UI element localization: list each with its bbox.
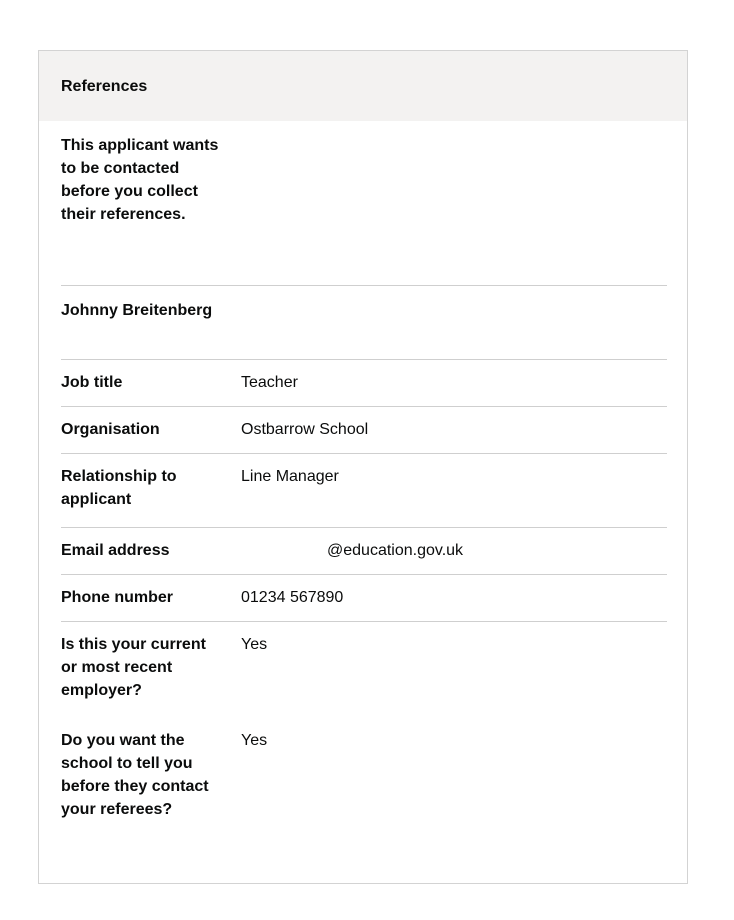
- phone-key: Phone number: [61, 589, 174, 606]
- email-key: Email address: [61, 542, 170, 559]
- job-title-key: Job title: [61, 374, 123, 391]
- organisation-value: Ostbarrow School: [241, 421, 369, 438]
- relationship-value: Line Manager: [241, 468, 339, 485]
- tell-before-contact-row: [61, 718, 667, 860]
- job-title-value: Teacher: [241, 374, 298, 391]
- referee-name-row: [61, 286, 667, 360]
- current-employer-key: Is this your current or most recent employer?: [61, 636, 206, 699]
- summary-list: [39, 121, 687, 860]
- card-title: References: [39, 51, 687, 121]
- references-card: [38, 50, 688, 884]
- relationship-row: [61, 454, 667, 528]
- organisation-row: [61, 407, 667, 454]
- tell-before-contact-key: Do you want the school to tell you before they contact your referees?: [61, 732, 209, 818]
- organisation-key: Organisation: [61, 421, 160, 438]
- current-employer-value: Yes: [241, 636, 268, 653]
- email-row: [61, 528, 667, 575]
- email-value: @education.gov.uk: [327, 542, 464, 559]
- notice-row: [61, 121, 667, 286]
- referee-name: Johnny Breitenberg: [61, 302, 213, 319]
- tell-before-contact-value: Yes: [241, 732, 268, 749]
- relationship-key: Relationship to applicant: [61, 468, 177, 508]
- phone-value: 01234 567890: [241, 589, 344, 606]
- contact-notice: This applicant wants to be contacted before you collect their references.: [61, 137, 219, 223]
- job-title-row: [61, 360, 667, 407]
- current-employer-row: [61, 622, 667, 718]
- phone-row: [61, 575, 667, 622]
